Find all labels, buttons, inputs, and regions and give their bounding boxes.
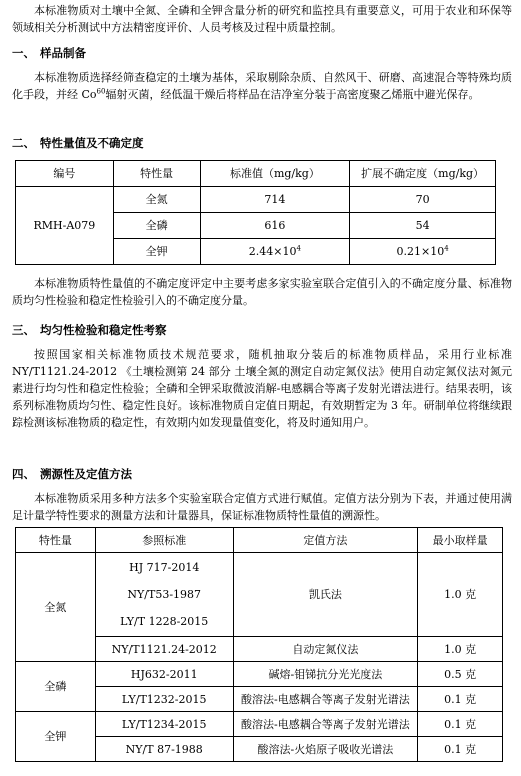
section-3-paragraph: 按照国家相关标准物质技术规范要求，随机抽取分装后的标准物质样品，采用行业标准NY/T1121.24-2012 《土壤检测第 24 部分 土壤全氮的测定自动定氮仪法》使用自动定氮仪法对氮元素进行均匀性和稳定性检验；全磷和全钾采取微波消解-电感耦合等离子发射光谱法进行。结果表明，该系列标准物质均匀性、稳定性良好。该标准物质自定值日期起，有效期暂定为 3 年。研制单位将继续跟踪检测该标准物质的稳定性，有效期内如发现量值变化，将及时通知用户。 [12,348,512,429]
reference-standard-cell: LY/T1232-2015 [95,687,233,712]
certified-values-table [15,160,496,265]
header-code: 编号 [16,161,114,187]
method-cell: 凯氏法 [233,553,418,637]
min-sample-cell: 0.1 克 [418,687,503,712]
value-base: 2.44×10 [248,245,297,258]
min-sample-cell: 1.0 克 [418,637,503,662]
uncertainty-exponent: 4 [444,244,449,253]
uncertainty-cell: 70 [350,187,496,213]
min-sample-cell: 0.1 克 [418,712,503,737]
section-3-number: 三、 [12,323,35,337]
section-4-title: 溯源性及定值方法 [40,467,132,481]
header-property: 特性量 [16,528,96,553]
header-method: 定值方法 [233,528,418,553]
method-cell: 自动定氮仪法 [233,637,418,662]
header-min-sample: 最小取样量 [418,528,503,553]
property-cell: 全氮 [113,187,200,213]
section-2-heading [12,135,144,152]
header-standard-value: 标准值（mg/kg） [200,161,350,187]
section-4-heading [12,466,132,483]
reference-standard-cell: NY/T 87-1988 [95,737,233,762]
property-cell: 全磷 [113,213,200,239]
section-4-number: 四、 [12,467,35,481]
property-cell: 全钾 [113,239,200,265]
table-row [16,712,503,737]
section-2-title: 特性量值及不确定度 [40,136,144,150]
min-sample-cell: 0.1 克 [418,737,503,762]
section-1-text-a: 本标准物质选择经筛查稳定的土壤为基体，采取剔除杂质、自然风干、研磨、高速混合等特殊均质化手段，并经 Co [12,71,512,101]
section-1-title: 样品制备 [40,46,86,60]
standard-value-cell: 714 [200,187,350,213]
reference-standard: HJ 717-2014 [129,561,200,574]
standard-value-cell: 616 [200,213,350,239]
section-1-heading [12,45,86,62]
standard-value-cell [200,239,350,265]
section-1-text-b: 辐射灭菌，经低温干燥后将样品在洁净室分装于高密度聚乙烯瓶中避光保存。 [105,88,480,101]
method-cell: 碱熔-钼锑抗分光光度法 [233,662,418,687]
reference-standards-cell [95,553,233,637]
uncertainty-base: 0.21×10 [396,245,445,258]
table-row [16,662,503,687]
min-sample-cell: 1.0 克 [418,553,503,637]
property-cell: 全磷 [16,662,96,712]
method-cell: 酸溶法-火焰原子吸收光谱法 [233,737,418,762]
section-3-heading [12,322,167,339]
value-exponent: 4 [296,244,301,253]
section-1-paragraph [12,69,512,103]
header-property: 特性量 [113,161,200,187]
table-row [16,187,496,213]
property-cell: 全钾 [16,712,96,762]
reference-standard: LY/T 1228-2015 [120,615,209,628]
section-3-title: 均匀性检验和稳定性考察 [40,323,167,337]
header-reference-standard: 参照标准 [95,528,233,553]
uncertainty-cell [350,239,496,265]
method-cell: 酸溶法-电感耦合等离子发射光谱法 [233,712,418,737]
table-row [16,553,503,637]
reference-standard-cell: HJ632-2011 [95,662,233,687]
table-header-row [16,528,503,553]
uncertainty-note: 本标准物质特性量值的不确定度评定中主要考虑多家实验室联合定值引入的不确定度分量、标准物质均匀性检验和稳定性检验引入的不确定度分量。 [12,277,512,307]
reference-standard-cell: LY/T1234-2015 [95,712,233,737]
section-4-paragraph: 本标准物质采用多种方法多个实验室联合定值方式进行赋值。定值方法分别为下表，并通过使用满足计量学特性要求的测量方法和计量器具，保证标准物质特性量值的溯源性。 [12,492,512,522]
material-code-cell: RMH-A079 [16,187,114,265]
reference-standard: NY/T53-1987 [127,588,202,601]
header-uncertainty: 扩展不确定度（mg/kg） [350,161,496,187]
cobalt-superscript: 60 [96,87,106,96]
min-sample-cell: 0.5 克 [418,662,503,687]
intro-paragraph: 本标准物质对土壤中全氮、全磷和全钾含量分析的研究和监控具有重要意义，可用于农业和环保等领域相关分析测试中方法精密度评价、人员考核及过程中质量控制。 [12,4,512,34]
reference-standard-cell: NY/T1121.24-2012 [95,637,233,662]
traceability-methods-table [15,527,503,762]
section-1-number: 一、 [12,46,35,60]
table-header-row [16,161,496,187]
property-cell: 全氮 [16,553,96,662]
uncertainty-cell: 54 [350,213,496,239]
section-2-number: 二、 [12,136,35,150]
method-cell: 酸溶法-电感耦合等离子发射光谱法 [233,687,418,712]
